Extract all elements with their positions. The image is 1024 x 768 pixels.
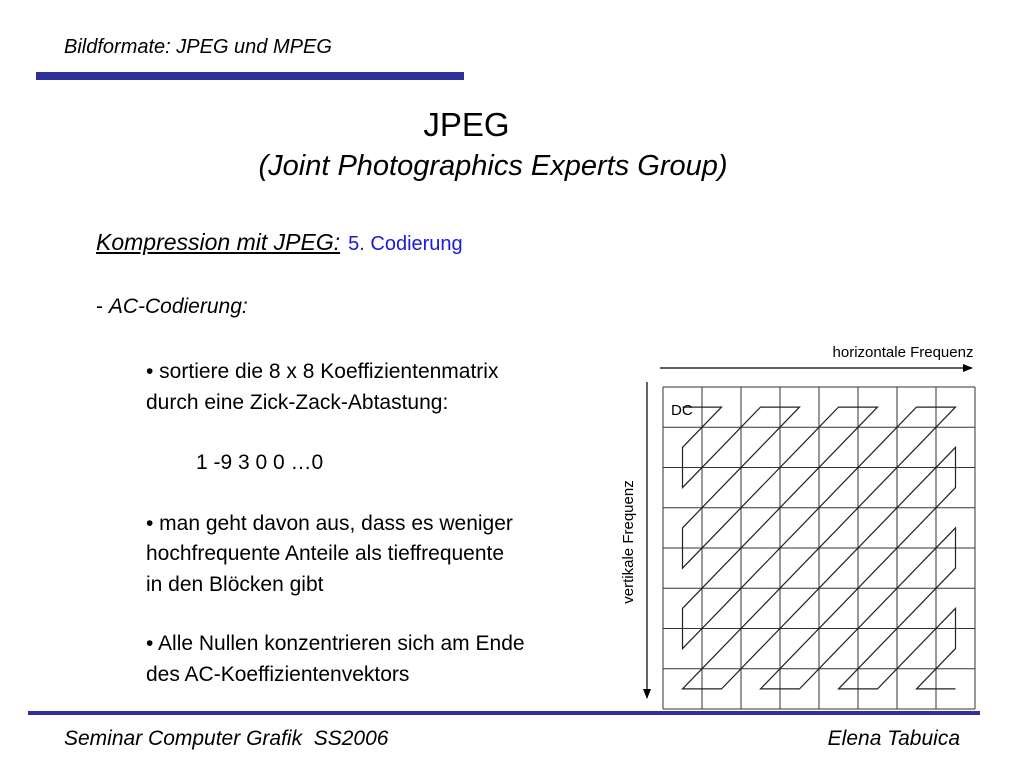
slide-title: JPEG	[423, 106, 510, 143]
footer-left: Seminar Computer Grafik SS2006	[64, 727, 389, 750]
bullet-3-line-1: • Alle Nullen konzentrieren sich am Ende	[146, 632, 525, 655]
bullet-2-line-2: hochfrequente Anteile als tieffrequente	[146, 542, 505, 565]
section-step: 5. Codierung	[348, 233, 463, 255]
footer-right: Elena Tabuica	[827, 727, 960, 750]
zigzag-figure	[600, 330, 1000, 710]
vertical-frequency-label: vertikale Frequenz	[620, 480, 637, 604]
bullet-2-line-3: in den Blöcken gibt	[146, 572, 324, 596]
horizontal-frequency-label: horizontale Frequenz	[832, 344, 974, 361]
zigzag-sequence: 1 -9 3 0 0 …0	[196, 451, 324, 474]
slide-subtitle: (Joint Photographics Experts Group)	[258, 150, 728, 182]
section-heading	[96, 229, 463, 256]
bullet-2-line-1: • man geht davon aus, dass es weniger	[146, 511, 513, 535]
bullet-1-line-2: durch eine Zick-Zack-Abtastung:	[146, 390, 449, 414]
section-heading-text: Kompression mit JPEG:	[96, 229, 341, 255]
header-rule	[36, 72, 464, 80]
bullet-list	[146, 357, 616, 690]
ac-prefix: -	[96, 295, 109, 318]
ac-label: AC-Codierung:	[108, 295, 248, 318]
bullet-3-line-2: des AC-Koeffizientenvektors	[146, 662, 410, 686]
dc-label: DC	[671, 402, 693, 419]
ac-coding-label	[96, 295, 248, 319]
bullet-1-line-1: • sortiere die 8 x 8 Koeffizientenmatrix	[146, 360, 499, 383]
footer-rule	[28, 711, 980, 715]
header-title: Bildformate: JPEG und MPEG	[64, 36, 332, 58]
